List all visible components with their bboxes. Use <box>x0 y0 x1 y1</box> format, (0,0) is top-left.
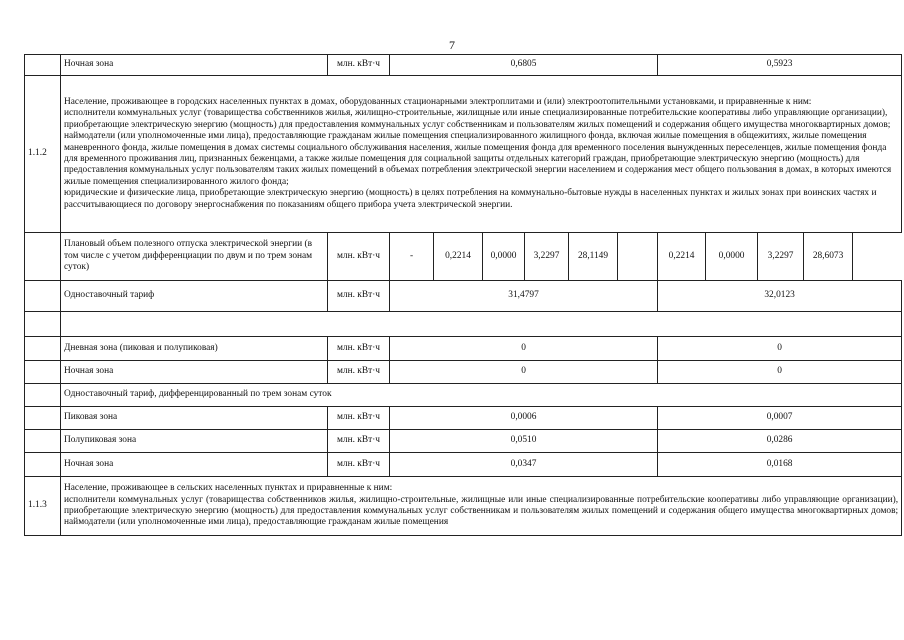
value-period-1: 0,0347 <box>390 453 658 477</box>
section-description <box>61 76 902 233</box>
value-period-2: 0,0168 <box>658 453 902 477</box>
value-period-2: 0,5923 <box>658 55 902 76</box>
row-number-cell <box>25 281 61 312</box>
value-period-2: 0 <box>658 337 902 361</box>
volume-cell: 3,2297 <box>525 233 569 281</box>
volume-cell: 28,6073 <box>804 233 853 281</box>
row-number-cell <box>25 361 61 384</box>
section-paragraph: Население, проживающее в городских населенных пунктах в домах, оборудованных стационарными электроплитами и (или) электроотопительными установками, и приравненные к ним: <box>64 96 812 107</box>
row-unit: млн. кВт·ч <box>328 337 390 361</box>
page-number: 7 <box>449 38 455 52</box>
table-row <box>25 337 902 361</box>
value-period-1: 0,0006 <box>390 407 658 430</box>
table-row <box>25 407 902 430</box>
row-unit: млн. кВт·ч <box>328 55 390 76</box>
row-label: Ночная зона <box>61 361 328 384</box>
value-period-2: 32,0123 <box>658 281 902 312</box>
section-paragraph: Население, проживающее в сельских населенных пунктах и приравненные к ним: <box>64 483 393 494</box>
row-unit: млн. кВт·ч <box>328 281 390 312</box>
row-label: Дневная зона (пиковая и полупиковая) <box>61 337 328 361</box>
table-row <box>25 453 902 477</box>
table-row <box>25 384 902 407</box>
volume-cell: 0,0000 <box>706 233 758 281</box>
section-paragraph: исполнители коммунальных услуг (товарищества собственников жилья, жилищно-строительные, жилищные или иные специализированные потребительские кооперативы либо управляющие организации), приобретающие электрическую энергию (мощность) для предоставления коммунальных услуг собственникам и пользователям жилых помещений и содержания общего имущества многоквартирных домов; наймодатели (или уполномоченные ими лица), предоставляющие гражданам жилые помещения специализированного жилищного фонда, включая жилые помещения в общежитиях, жилые помещения маневренного фонда, жилые помещения в домах системы социального обслуживания населения, жилые помещения фонда для временного поселения вынужденных переселенцев, жилые помещения фонда для временного проживания лиц, признанных беженцами, а также жилые помещения для социальной защиты отдельных категорий граждан, приобретающие электрическую энергию (мощность) для предоставления коммунальных услуг пользователям таких жилых помещений в объемах потребления электрической энергии населением и содержания мест общего пользования в домах, в которых имеются жилые помещения специализированного жилого фонда; <box>64 108 892 187</box>
row-label: Ночная зона <box>61 55 328 76</box>
value-period-2: 0,0286 <box>658 430 902 453</box>
empty-row <box>25 312 902 337</box>
volume-cell: 3,2297 <box>758 233 804 281</box>
row-number-cell <box>25 453 61 477</box>
subsection-heading: Одноставочный тариф, дифференцированный по трем зонам суток <box>61 384 902 407</box>
value-period-1: 0,6805 <box>390 55 658 76</box>
row-label: Плановый объем полезного отпуска электрической энергии (в том числе с учетом дифференциации по двум и по трем зонам суток) <box>61 233 328 281</box>
value-period-1: 0 <box>390 337 658 361</box>
volume-cell: 0,2214 <box>434 233 483 281</box>
table-row <box>25 76 902 233</box>
row-number-cell <box>25 55 61 76</box>
value-period-1: 0 <box>390 361 658 384</box>
section-paragraph: исполнители коммунальных услуг (товарищества собственников жилья, жилищно-строительные, жилищные или иные специализированные потребительские кооперативы либо управляющие организации), приобретающие электрическую энергию (мощность) для предоставления коммунальных услуг собственникам и пользователям жилых помещений и содержания общего имущества многоквартирных домов; наймодатели (или уполномоченные ими лица), предоставляющие гражданам жилые помещения <box>64 494 899 528</box>
volume-cell: - <box>390 233 434 281</box>
section-paragraph: юридические и физические лица, приобретающие электрическую энергию (мощность) в целях потребления на коммунально-бытовые нужды в населенных пунктах и жилых зонах при воинских частях и рассчитывающиеся по договору энергоснабжения по показаниям общего прибора учета электрической энергии. <box>64 188 877 210</box>
row-number-cell <box>25 407 61 430</box>
row-label: Одноставочный тариф <box>61 281 328 312</box>
volume-cell: 0,2214 <box>658 233 706 281</box>
value-period-2: 0 <box>658 361 902 384</box>
volume-cell: 28,1149 <box>569 233 618 281</box>
row-unit: млн. кВт·ч <box>328 407 390 430</box>
row-label: Полупиковая зона <box>61 430 328 453</box>
row-unit: млн. кВт·ч <box>328 233 390 281</box>
row-label: Ночная зона <box>61 453 328 477</box>
empty-cell <box>61 312 902 337</box>
row-number-cell <box>25 430 61 453</box>
row-unit: млн. кВт·ч <box>328 361 390 384</box>
value-period-2: 0,0007 <box>658 407 902 430</box>
table-row <box>25 281 902 312</box>
row-number-cell <box>25 312 61 337</box>
table-row <box>25 233 902 281</box>
section-description <box>61 477 902 536</box>
row-unit: млн. кВт·ч <box>328 453 390 477</box>
volume-cell: 0,0000 <box>483 233 525 281</box>
value-period-1: 0,0510 <box>390 430 658 453</box>
table-row <box>25 430 902 453</box>
section-number: 1.1.2 <box>25 76 61 233</box>
row-number-cell <box>25 337 61 361</box>
row-unit: млн. кВт·ч <box>328 430 390 453</box>
tariff-table <box>24 54 902 536</box>
row-label: Пиковая зона <box>61 407 328 430</box>
value-period-1: 31,4797 <box>390 281 658 312</box>
row-number-cell <box>25 233 61 281</box>
table-row <box>25 55 902 76</box>
row-number-cell <box>25 384 61 407</box>
section-number: 1.1.3 <box>25 477 61 536</box>
table-row <box>25 361 902 384</box>
volume-cell <box>618 233 658 281</box>
table-row <box>25 477 902 536</box>
